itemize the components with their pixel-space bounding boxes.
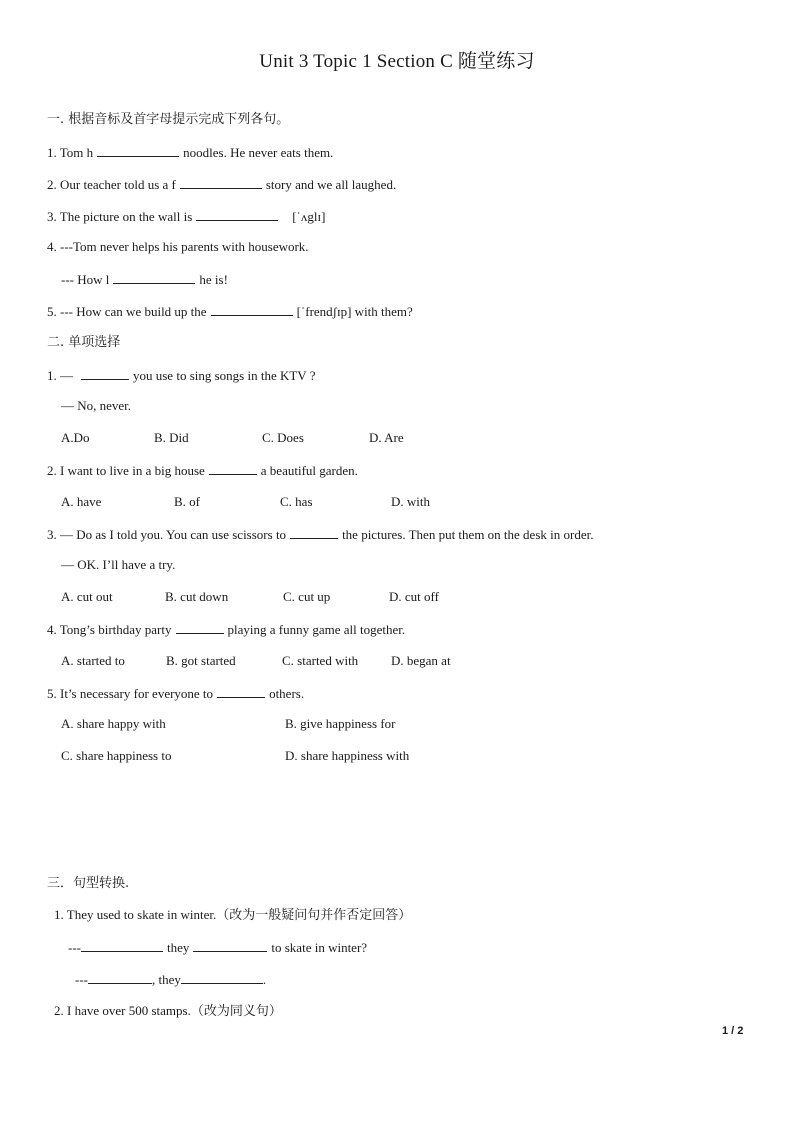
- s3-q1-line1: [68, 939, 367, 956]
- dash: ---: [68, 940, 81, 955]
- s3-q1-rest: to skate in winter?: [271, 940, 368, 955]
- s1-question-5: [47, 303, 413, 320]
- s3-q1-word-they: they: [167, 940, 190, 955]
- s1-q4b-pre: --- How l: [61, 272, 110, 287]
- answer-blank[interactable]: [209, 462, 257, 475]
- answer-blank[interactable]: [196, 208, 278, 221]
- dash: ---: [75, 972, 88, 987]
- s3-q2-note: （改为同义句）: [190, 1004, 282, 1019]
- s2-q1-reply: — No, never.: [61, 398, 132, 413]
- page-title: Unit 3 Topic 1 Section C 随堂练习: [259, 51, 535, 72]
- answer-blank[interactable]: [113, 271, 195, 284]
- s2-question-3: [47, 526, 593, 543]
- s2-q3-pre: 3. — Do as I told you. You can use scissors to: [47, 527, 287, 542]
- section1-heading: 一. 根据音标及首字母提示完成下列各句。: [47, 112, 290, 127]
- s3-question-1: [54, 907, 411, 924]
- option-b[interactable]: B. got started: [166, 653, 236, 668]
- answer-blank[interactable]: [88, 971, 152, 984]
- answer-blank[interactable]: [81, 939, 163, 952]
- s1-question-1: [47, 144, 333, 161]
- s2-q1-pre: 1. —: [47, 368, 73, 383]
- option-b[interactable]: B. Did: [154, 430, 189, 445]
- option-d[interactable]: D. cut off: [389, 589, 439, 604]
- s1-q3-phonetic: [ˈʌglɪ]: [292, 209, 326, 224]
- answer-blank[interactable]: [81, 367, 129, 380]
- s2-q1-post: you use to sing songs in the KTV ?: [133, 368, 316, 383]
- answer-blank[interactable]: [193, 939, 267, 952]
- s3-q1-line2: [75, 971, 266, 988]
- option-c[interactable]: C. started with: [282, 653, 359, 668]
- s2-q4-pre: 4. Tong’s birthday party: [47, 622, 172, 637]
- s2-question-5: [47, 685, 304, 702]
- answer-blank[interactable]: [290, 526, 338, 539]
- option-c[interactable]: C. cut up: [283, 589, 331, 604]
- s1-question-4a: 4. ---Tom never helps his parents with housework.: [47, 239, 309, 254]
- s2-q5-pre: 5. It’s necessary for everyone to: [47, 686, 214, 701]
- answer-blank[interactable]: [181, 971, 263, 984]
- s2-question-4: [47, 621, 405, 638]
- option-c[interactable]: C. Does: [262, 430, 304, 445]
- answer-blank[interactable]: [97, 144, 179, 157]
- option-b[interactable]: B. give happiness for: [285, 716, 396, 731]
- s2-question-1: [47, 367, 315, 384]
- s1-q5-pre: 5. --- How can we build up the: [47, 304, 207, 319]
- section2-heading: 二. 单项选择: [47, 335, 121, 350]
- section3-heading: 三．句型转换.: [47, 876, 130, 891]
- s1-q1-pre: 1. Tom h: [47, 145, 94, 160]
- option-a[interactable]: A.Do: [61, 430, 90, 445]
- s2-q5-post: others.: [269, 686, 305, 701]
- s3-question-2: [54, 1003, 282, 1020]
- s1-q1-post: noodles. He never eats them.: [183, 145, 334, 160]
- s1-q4b-post: he is!: [199, 272, 228, 287]
- option-b[interactable]: B. cut down: [165, 589, 229, 604]
- option-b[interactable]: B. of: [174, 494, 200, 509]
- option-a[interactable]: A. share happy with: [61, 716, 166, 731]
- s2-question-2: [47, 462, 358, 479]
- s3-q2-sentence: 2. I have over 500 stamps.: [54, 1003, 191, 1018]
- s1-q2-post: story and we all laughed.: [265, 177, 397, 192]
- s2-q2-post: a beautiful garden.: [260, 463, 358, 478]
- answer-blank[interactable]: [211, 303, 293, 316]
- s1-question-4b: [61, 271, 228, 288]
- option-d[interactable]: D. with: [391, 494, 430, 509]
- s1-q2-pre: 2. Our teacher told us a f: [47, 177, 176, 192]
- option-a[interactable]: A. have: [61, 494, 102, 509]
- s1-question-2: [47, 176, 396, 193]
- option-a[interactable]: A. cut out: [61, 589, 113, 604]
- option-c[interactable]: C. has: [280, 494, 313, 509]
- page-number: 1 / 2: [722, 1025, 744, 1037]
- s1-question-3: [47, 208, 325, 225]
- s1-q3-pre: 3. The picture on the wall is: [47, 209, 193, 224]
- s2-q2-pre: 2. I want to live in a big house: [47, 463, 205, 478]
- answer-blank[interactable]: [180, 176, 262, 189]
- s3-q1-note: （改为一般疑问句并作否定回答）: [216, 908, 412, 923]
- option-d[interactable]: D. began at: [391, 653, 451, 668]
- option-d[interactable]: D. Are: [369, 430, 404, 445]
- answer-blank[interactable]: [217, 685, 265, 698]
- s3-q1-word-they: , they: [152, 972, 181, 987]
- answer-blank[interactable]: [176, 621, 224, 634]
- s2-q3-reply: — OK. I’ll have a try.: [61, 557, 176, 572]
- s1-q5-post: [ˈfrendʃɪp] with them?: [296, 304, 413, 319]
- s2-q3-post: the pictures. Then put them on the desk in order.: [342, 527, 594, 542]
- s3-q1-period: .: [262, 972, 267, 987]
- option-a[interactable]: A. started to: [61, 653, 125, 668]
- option-c[interactable]: C. share happiness to: [61, 748, 172, 763]
- s3-q1-sentence: 1. They used to skate in winter.: [54, 907, 217, 922]
- s2-q4-post: playing a funny game all together.: [227, 622, 406, 637]
- option-d[interactable]: D. share happiness with: [285, 748, 410, 763]
